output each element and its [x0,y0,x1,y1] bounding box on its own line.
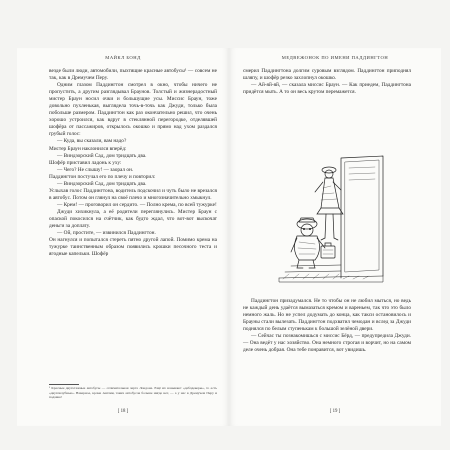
right-text-block-top [243,68,411,138]
running-head-left: МАЙКЛ БОНД [105,55,141,60]
paragraph: Он нагнулся и попытался стереть пятно другой лапой. Помимо крема на тужурке таинственным образом появились крошки песочного теста и ягодные капельки. Шофёр [49,237,217,258]
paragraph: — Ой, простите, — извинился Паддингтон. [57,230,156,237]
paragraph: — Чего? Не слышу! — заорал он. [57,166,134,173]
paragraph: Паддингтон призадумался. Не то чтобы он не любил мыться, но ведь не каждый день удаётся вымазаться кремом и вареньем, так что это было немного жаль. Но не успел додумать до конца, как такси остановилось и Брауны стали вылезать. Паддингтон подхватил чемодан и вслед за Джуди поднялся по белым ступенькам к большой зелёной двери. [243,298,411,333]
paragraph: — Крем! — проговорил он сердито. — Полно крема, по всей тужурке! [57,201,217,208]
right-text-block-bottom [243,298,411,354]
paragraph: смерил Паддингтона долгим суровым взглядом. Паддингтон приподнял шляпу, и шофёр резко захлопнул окошко. [243,68,411,82]
paragraph: Одним глазом Паддингтон смотрел в окно, чтобы ничего не пропустить, а другим разглядывал Браунов. Толстый и жизнерадостный мистер Браун носил очки и большущие усы. Миссис Браун, тоже довольно пухленькая, выглядела точь-в-точь как Джуди, только была побольше размером. Паддингтон как раз окончательно решил, что очень хорошо устроился, как вдруг в стеклянной перегородке, отделявшей шофёра от пассажиров, открылось окошко и прямо над ухом раздался грубый голос: [49,82,217,138]
paragraph: — Виндзорский Сад, дом тридцать два. [57,152,147,159]
paragraph: Мистер Браун наклонился вперёд: [49,145,127,152]
footnote: ¹ Красные двухэтажные автобусы — отличительная черта Лондона. Ещё их называют «даблдекеры», то есть «двухпалубные». Наверное, кроме Англии, таких автобусов больше нигде нет, — а у нас в Дремучем Перу и подавно! [49,386,217,400]
left-text-block [49,68,217,258]
page-number-left: [ 18 ] [117,409,129,414]
right-page [229,48,441,426]
paragraph: Паддингтон постучал его по плечу и повторил: [49,173,156,180]
paragraph: Джуди хихикнула, а её родители переглянулись. Мистер Браун с опаской покосился на счётчик, как будто ждал, что вот-вот выскочат деньги за доплату. [49,208,217,230]
page-number-right: [ 19 ] [329,409,341,414]
paragraph: — Ай-яй-яй, — сказала миссис Браун. — Как приедем, Паддингтона придётся мыть. А то он весь крутом перемажется. [243,82,411,96]
running-head-right: МЕДВЕЖОНОК ПО ИМЕНИ ПАДДИНГТОН [281,55,389,60]
bear-and-girl-illustration [271,148,391,288]
paragraph: везде были люди, автомобили, пыхтящие красные автобусы¹ — совсем не так, как в Дремучем Перу. [49,68,217,82]
paragraph: Шофёр приставил ладонь к уху: [49,159,122,166]
paragraph: Услыхав голос Паддингтона, водитель подскочил и чуть было не врезался в автобус. Потом он глянул на своё плечо и многозначительно хмыкнул. [49,187,217,201]
paragraph: — Виндзорский Сад, дом тридцать два. [57,180,147,187]
paragraph: — Сейчас ты познакомишься с миссис Бёрд, — предупредила Джуди. — Она ведёт у нас хозяйство. Она немного строгая и ворчит, но на самом деле очень добрая. Она тебе понравится, вот увидишь. [243,333,411,354]
footnote-rule [49,384,79,385]
paragraph: — Куда, вы сказали, вам надо? [57,138,127,145]
left-page [17,48,229,426]
